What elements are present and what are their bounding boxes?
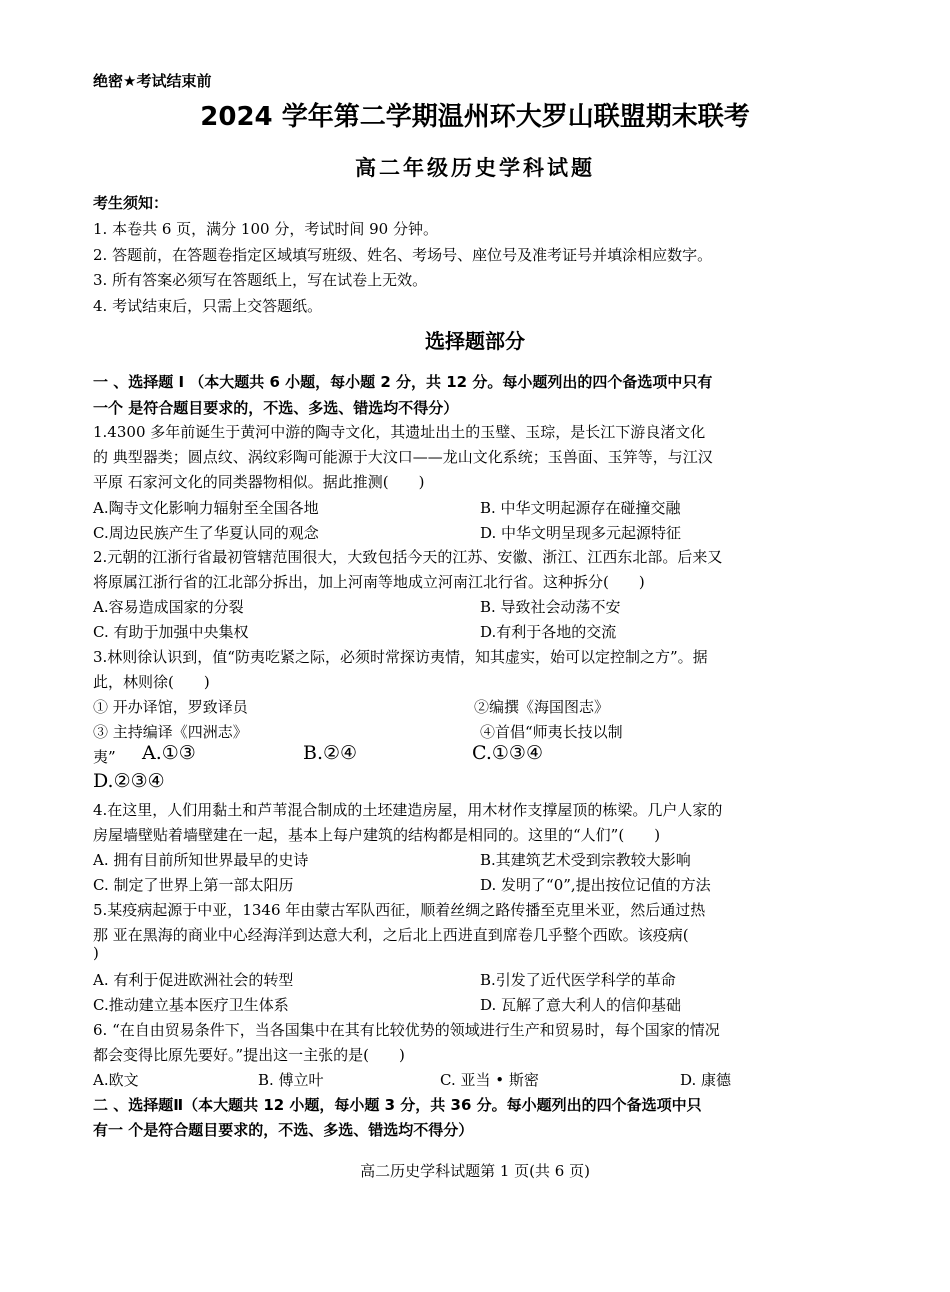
exam-subtitle: 高二年级历史学科试题 — [355, 156, 595, 180]
q2-option-a: A.容易造成国家的分裂 — [93, 598, 244, 616]
q6-stem: 都会变得比原先要好。”提出这一主张的是( ) — [93, 1046, 405, 1064]
part1-instruction: 一个 是符合题目要求的，不选、多选、错选均不得分） — [93, 399, 459, 417]
q1-option-a: A.陶寺文化影响力辐射至全国各地 — [93, 499, 319, 517]
q6-option-b: B. 傅立叶 — [258, 1071, 324, 1089]
part1-instruction: 一 、选择题 I （本大题共 6 小题，每小题 2 分，共 12 分。每小题列出的四个备选项中只有 — [93, 373, 713, 391]
q5-stem: 5.某疫病起源于中亚，1346 年由蒙古军队西征，顺着丝绸之路传播至克里米亚，然后通过热 — [93, 901, 706, 919]
q2-option-c: C. 有助于加强中央集权 — [93, 623, 249, 641]
q5-option-b: B.引发了近代医学科学的革命 — [480, 971, 676, 989]
secrecy-label: 绝密★考试结束前 — [93, 72, 212, 90]
q3-stem: 此，林则徐( ) — [93, 673, 210, 691]
q1-stem: 的 典型器类；圆点纹、涡纹彩陶可能源于大汶口——龙山文化系统；玉兽面、玉笄等，与江汉 — [93, 448, 713, 466]
notice-item: 4. 考试结束后，只需上交答题纸。 — [93, 297, 323, 315]
q5-option-d: D. 瓦解了意大利人的信仰基础 — [480, 996, 682, 1014]
q3-item-4: ④首倡“师夷长技以制 — [480, 723, 623, 741]
q4-option-c: C. 制定了世界上第一部太阳历 — [93, 876, 294, 894]
q6-stem: 6. “在自由贸易条件下，当各国集中在其有比较优势的领域进行生产和贸易时，每个国家的情况 — [93, 1021, 720, 1039]
q4-option-d: D. 发明了“0”,提出按位记值的方法 — [480, 876, 711, 894]
q3-item-4-cont: 夷” — [93, 748, 116, 766]
page-footer: 高二历史学科试题第 1 页(共 6 页) — [360, 1162, 590, 1180]
q5-stem: ) — [93, 944, 99, 962]
q6-option-a: A.欧文 — [93, 1071, 139, 1089]
q2-option-d: D.有利于各地的交流 — [480, 623, 617, 641]
q3-option-d: D.②③④ — [93, 770, 165, 792]
q1-option-c: C.周边民族产生了华夏认同的观念 — [93, 524, 319, 542]
notice-item: 2. 答题前，在答题卷指定区域填写班级、姓名、考场号、座位号及准考证号并填涂相应数字。 — [93, 246, 713, 264]
q3-item-1: ① 开办译馆，罗致译员 — [93, 698, 248, 716]
section-title: 选择题部分 — [425, 329, 525, 353]
q4-stem: 房屋墙壁贴着墙壁建在一起，基本上每户建筑的结构都是相同的。这里的“人们”( ) — [93, 826, 661, 844]
q4-stem: 4.在这里，人们用黏土和芦苇混合制成的土坯建造房屋，用木材作支撑屋顶的栋梁。几户人家的 — [93, 801, 723, 819]
q2-option-b: B. 导致社会动荡不安 — [480, 598, 621, 616]
q3-option-c: C.①③④ — [472, 742, 543, 764]
exam-title: 2024 学年第二学期温州环大罗山联盟期末联考 — [200, 102, 750, 132]
q3-item-3: ③ 主持编译《四洲志》 — [93, 723, 248, 741]
q5-stem: 那 亚在黑海的商业中心经海洋到达意大利，之后北上西进直到席卷几乎整个西欧。该疫病( — [93, 926, 689, 944]
notice-item: 3. 所有答案必须写在答题纸上，写在试卷上无效。 — [93, 271, 428, 289]
notice-item: 1. 本卷共 6 页，满分 100 分，考试时间 90 分钟。 — [93, 220, 438, 238]
q2-stem: 2.元朝的江浙行省最初管辖范围很大，大致包括今天的江苏、安徽、浙江、江西东北部。后来又 — [93, 548, 723, 566]
q6-option-c: C. 亚当 • 斯密 — [440, 1071, 539, 1089]
q5-option-a: A. 有利于促进欧洲社会的转型 — [93, 971, 294, 989]
q3-option-a: A.①③ — [142, 742, 196, 764]
q6-option-d: D. 康德 — [680, 1071, 732, 1089]
notice-heading: 考生须知： — [93, 194, 169, 212]
q3-item-2: ②编撰《海国图志》 — [474, 698, 610, 716]
q1-stem: 平原 石家河文化的同类器物相似。据此推测( ) — [93, 473, 425, 491]
q4-option-a: A. 拥有目前所知世界最早的史诗 — [93, 851, 309, 869]
part2-instruction: 有一 个是符合题目要求的，不选、多选、错选均不得分） — [93, 1121, 474, 1139]
q1-option-b: B. 中华文明起源存在碰撞交融 — [480, 499, 681, 517]
q1-option-d: D. 中华文明呈现多元起源特征 — [480, 524, 682, 542]
q1-stem: 1.4300 多年前诞生于黄河中游的陶寺文化，其遗址出土的玉璧、玉琮，是长江下游良渚文化 — [93, 423, 706, 441]
q5-option-c: C.推动建立基本医疗卫生体系 — [93, 996, 289, 1014]
q3-stem: 3.林则徐认识到，值“防夷吃紧之际，必须时常探访夷情，知其虚实，始可以定控制之方”。据 — [93, 648, 708, 666]
q3-option-b: B.②④ — [303, 742, 358, 764]
q2-stem: 将原属江浙行省的江北部分拆出，加上河南等地成立河南江北行省。这种拆分( ) — [93, 573, 645, 591]
q4-option-b: B.其建筑艺术受到宗教较大影响 — [480, 851, 691, 869]
part2-instruction: 二 、选择题Ⅱ（本大题共 12 小题，每小题 3 分，共 36 分。每小题列出的四个备选项中只 — [93, 1096, 702, 1114]
